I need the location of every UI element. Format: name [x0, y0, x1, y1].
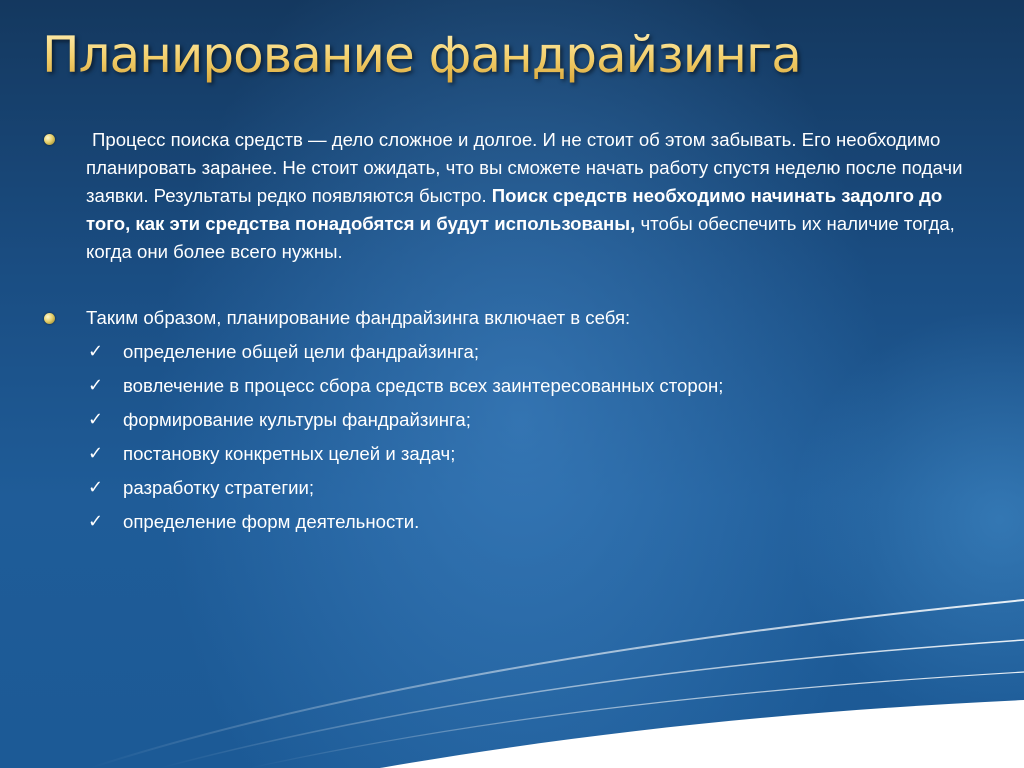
paragraph-text-before-bold: Процесс поиска средств — дело сложное и долгое. И не стоит об этом забывать. Его необходимо планировать заранее. Не стоит ожидать, что вы сможете начать работу спустя неделю после подачи заявки. Результаты редко появляются быстро. [86, 129, 963, 206]
checklist-item-text: формирование культуры фандрайзинга; [123, 409, 471, 430]
checklist-item-text: вовлечение в процесс сбора средств всех заинтересованных сторон; [123, 375, 724, 396]
check-mark-icon: ✓ [88, 443, 104, 464]
checklist-item [86, 440, 982, 474]
checklist-item-text: постановку конкретных целей и задач; [123, 443, 456, 464]
slide-content [42, 126, 982, 542]
checklist-item [86, 372, 982, 406]
paragraph-process [42, 126, 982, 266]
check-mark-icon: ✓ [88, 375, 104, 396]
checklist-item-text: разработку стратегии; [123, 477, 315, 498]
checklist-item-text: определение общей цели фандрайзинга; [123, 341, 480, 362]
planning-intro-text: Таким образом, планирование фандрайзинга включает в себя: [86, 307, 631, 328]
checklist-item [86, 508, 982, 542]
round-bullet-icon [44, 134, 55, 145]
check-mark-icon: ✓ [88, 409, 104, 430]
checklist-item [86, 338, 982, 372]
round-bullet-icon [44, 313, 55, 324]
checklist-item [86, 406, 982, 440]
paragraph-bold-text: Поиск средств необходимо начинать задолго до того, как эти средства понадобятся и будут использованы, [86, 185, 943, 234]
check-mark-icon: ✓ [88, 477, 104, 498]
check-mark-icon: ✓ [88, 511, 104, 532]
slide-title: Планирование фандрайзинга [42, 26, 801, 84]
check-mark-icon: ✓ [88, 341, 104, 362]
paragraph-text-after-bold: чтобы обеспечить их наличие тогда, когда они более всего нужны. [86, 213, 955, 262]
checklist-item [86, 474, 982, 508]
planning-checklist [42, 338, 982, 542]
paragraph-planning-intro [42, 304, 982, 332]
checklist-item-text: определение форм деятельности. [123, 511, 420, 532]
